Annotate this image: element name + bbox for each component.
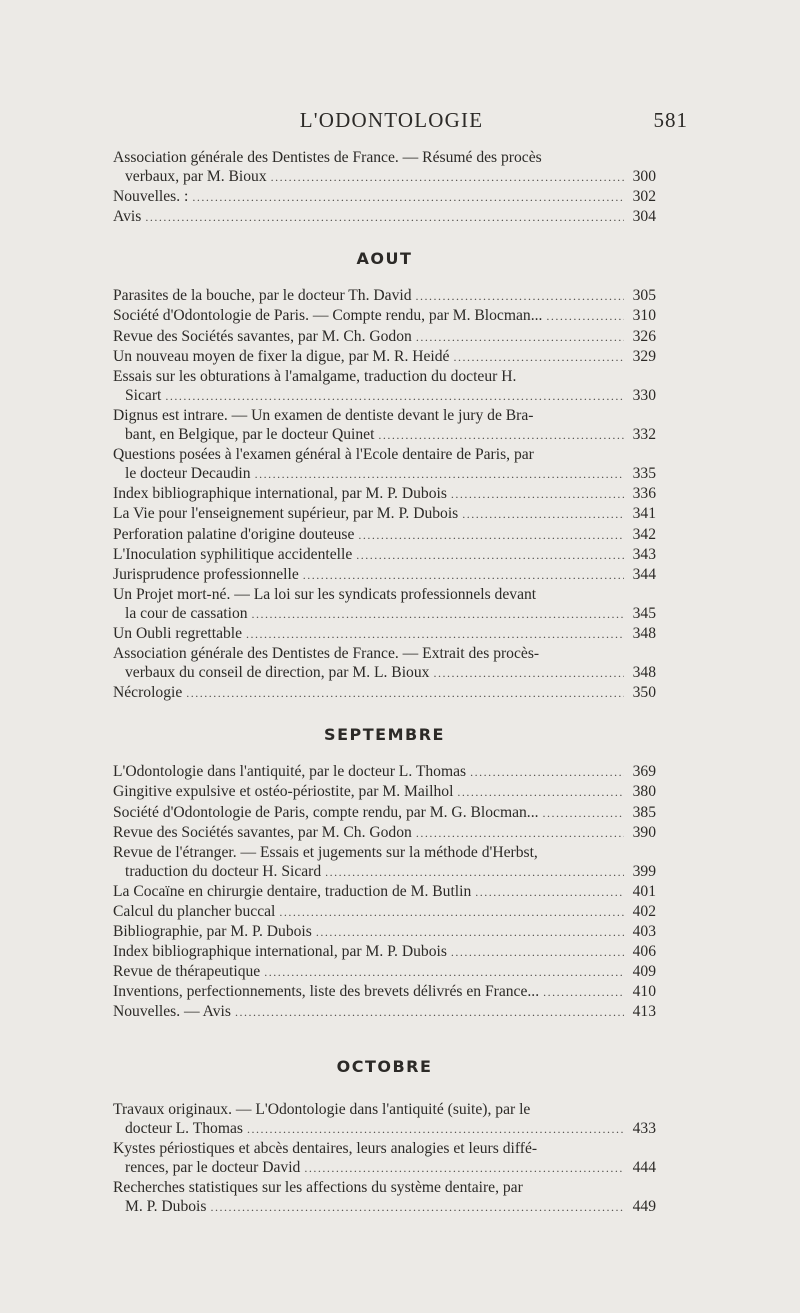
dot-leader — [451, 943, 624, 962]
dot-leader — [475, 883, 624, 902]
entry-page-number: 305 — [632, 287, 656, 305]
entry-row — [113, 604, 656, 624]
entry-row — [113, 663, 656, 683]
entry-row — [113, 386, 656, 406]
entry-row — [113, 425, 656, 445]
entry-row — [113, 922, 656, 942]
entry-row — [113, 882, 656, 902]
dot-leader — [264, 963, 624, 982]
entry-title: Inventions, perfectionnements, liste des brevets délivrés en France... — [113, 983, 540, 1001]
entry-page-number: 344 — [632, 565, 656, 583]
entry-page-number: 348 — [632, 624, 656, 642]
entry-row — [113, 306, 656, 326]
entry-page-number: 345 — [632, 604, 656, 622]
entry-title: Nouvelles. — Avis — [113, 1003, 231, 1021]
entry-page-number: 410 — [632, 983, 656, 1001]
dot-leader — [470, 763, 624, 782]
page-number: 581 — [653, 108, 688, 132]
entry-title: Revue de thérapeutique — [113, 963, 261, 981]
toc-entry — [113, 782, 656, 802]
dot-leader — [165, 387, 624, 406]
entry-title: Société d'Odontologie de Paris. — Compte rendu, par M. Blocman... — [113, 307, 543, 325]
entry-lead-text: Recherches statistiques sur les affections du système dentaire, par — [113, 1178, 523, 1196]
entry-title: traduction du docteur H. Sicard — [125, 862, 322, 880]
dot-leader — [192, 188, 624, 207]
entry-title: Sicart — [125, 386, 162, 404]
dot-leader — [186, 684, 624, 703]
entry-title: Revue des Sociétés savantes, par M. Ch. Godon — [113, 327, 412, 345]
toc-entry — [113, 286, 656, 306]
dot-leader — [325, 863, 624, 882]
entry-page-number: 300 — [632, 168, 656, 186]
entry-lead-text: Association générale des Dentistes de France. — Extrait des procès- — [113, 645, 540, 663]
toc-entry — [113, 942, 656, 962]
dot-leader — [543, 983, 624, 1002]
dot-leader — [416, 287, 625, 306]
dot-leader — [316, 923, 624, 942]
toc-entry — [113, 823, 656, 843]
toc-entry — [113, 1100, 656, 1139]
entry-row — [113, 504, 656, 524]
entry-title: Un nouveau moyen de fixer la digue, par M. R. Heidé — [113, 347, 450, 365]
toc-entry — [113, 1002, 656, 1022]
toc-entry — [113, 327, 656, 347]
entry-row — [113, 1119, 656, 1139]
entry-page-number: 302 — [632, 188, 656, 206]
dot-leader — [416, 824, 624, 843]
dot-leader — [543, 804, 625, 823]
entry-row — [113, 464, 656, 484]
entry-row — [113, 286, 656, 306]
entry-lead-text: Revue de l'étranger. — Essais et jugements sur la méthode d'Herbst, — [113, 843, 538, 861]
section-heading: OCTOBRE — [336, 1056, 433, 1076]
entry-title: La Vie pour l'enseignement supérieur, par M. P. Dubois — [113, 505, 459, 523]
dot-leader — [462, 505, 624, 524]
entry-title: Jurisprudence professionnelle — [113, 565, 299, 583]
dot-leader — [416, 328, 624, 347]
entry-page-number: 335 — [632, 465, 656, 483]
entry-row — [113, 782, 656, 802]
entry-title: Nécrologie — [113, 684, 183, 702]
entry-page-number: 402 — [632, 903, 656, 920]
toc-entry — [113, 803, 656, 823]
entry-title: Gingitive expulsive et ostéo-périostite, par M. Mailhol — [113, 783, 454, 801]
toc-entry — [113, 406, 656, 445]
dot-leader — [457, 783, 624, 802]
entry-row — [113, 803, 656, 823]
entry-title: La Cocaïne en chirurgie dentaire, traduction de M. Butlin — [113, 882, 472, 900]
entry-title: verbaux, par M. Bioux — [125, 168, 267, 186]
toc-entry — [113, 762, 656, 782]
entry-title: le docteur Decaudin — [125, 465, 251, 483]
toc-entry — [113, 484, 656, 504]
dot-leader — [246, 625, 624, 644]
entry-page-number: 304 — [632, 208, 656, 226]
entry-row — [113, 762, 656, 782]
entry-title: Parasites de la bouche, par le docteur Th. David — [113, 287, 412, 305]
entry-title: Avis — [113, 208, 142, 226]
toc-entry — [113, 504, 656, 524]
entry-page-number: 444 — [632, 1158, 656, 1176]
entry-title: Société d'Odontologie de Paris, compte rendu, par M. G. Blocman... — [113, 803, 539, 821]
entry-page-number: 433 — [632, 1119, 656, 1137]
entry-row — [113, 942, 656, 962]
dot-leader — [252, 605, 624, 624]
entry-title: M. P. Dubois — [125, 1198, 207, 1216]
entry-title: bant, en Belgique, par le docteur Quinet — [125, 426, 375, 444]
entry-title: Un Oubli regrettable — [113, 624, 243, 642]
entry-lead-text: Un Projet mort-né. — La loi sur les syndicats professionnels devant — [113, 585, 537, 603]
toc-entry — [113, 306, 656, 326]
dot-leader — [247, 1120, 624, 1139]
dot-leader — [356, 546, 624, 565]
entry-row — [113, 1197, 656, 1217]
entry-lead-text: Dignus est intrare. — Un examen de dentiste devant le jury de Bra- — [113, 406, 534, 424]
entry-title: docteur L. Thomas — [125, 1119, 243, 1137]
dot-leader — [271, 168, 624, 187]
entry-page-number: 413 — [632, 1003, 656, 1021]
running-header — [0, 108, 800, 138]
entry-page-number: 449 — [632, 1198, 656, 1216]
toc-entry — [113, 525, 656, 545]
dot-leader — [279, 903, 624, 922]
entry-row — [113, 624, 656, 644]
toc-entry — [113, 565, 656, 585]
entry-title: Calcul du plancher buccal — [113, 903, 276, 920]
toc-entry — [113, 207, 656, 227]
entry-title: Bibliographie, par M. P. Dubois — [113, 923, 312, 941]
dot-leader — [358, 526, 624, 545]
entry-row — [113, 565, 656, 585]
entry-row — [113, 1002, 656, 1022]
toc-entry — [113, 683, 656, 703]
entry-page-number: 329 — [632, 347, 656, 365]
entry-page-number: 350 — [632, 684, 656, 702]
toc-entry — [113, 982, 656, 1002]
toc-entry — [113, 902, 656, 922]
entry-page-number: 380 — [632, 783, 656, 801]
toc-entry — [113, 1178, 656, 1217]
dot-leader — [235, 1003, 624, 1022]
toc-entry — [113, 1139, 656, 1178]
entry-page-number: 399 — [632, 862, 656, 880]
toc-entry — [113, 367, 656, 406]
section-heading: SEPTEMBRE — [324, 725, 445, 745]
entry-row — [113, 962, 656, 982]
entry-title: rences, par le docteur David — [125, 1158, 301, 1176]
journal-title: L'ODONTOLOGIE — [299, 108, 484, 132]
entry-row — [113, 187, 656, 207]
table-of-contents — [113, 148, 656, 1217]
entry-title: Nouvelles. : — [113, 188, 189, 206]
toc-entry — [113, 922, 656, 942]
dot-leader — [145, 208, 624, 227]
entry-row — [113, 1158, 656, 1178]
dot-leader — [378, 426, 624, 445]
entry-page-number: 403 — [632, 923, 656, 941]
dot-leader — [453, 348, 624, 367]
dot-leader — [303, 566, 624, 585]
entry-page-number: 341 — [632, 505, 656, 523]
entry-page-number: 310 — [632, 307, 656, 325]
entry-page-number: 390 — [632, 823, 656, 841]
entry-row — [113, 862, 656, 882]
entry-title: verbaux du conseil de direction, par M. L. Bioux — [125, 664, 430, 682]
entry-page-number: 343 — [632, 545, 656, 563]
entry-row — [113, 545, 656, 565]
toc-entry — [113, 585, 656, 624]
entry-page-number: 406 — [632, 943, 656, 961]
entry-row — [113, 327, 656, 347]
entry-page-number: 385 — [632, 803, 656, 821]
toc-entry — [113, 843, 656, 882]
entry-lead-text: Association générale des Dentistes de France. — Résumé des procès — [113, 149, 542, 166]
entry-page-number: 401 — [632, 882, 656, 900]
entry-lead-text: Essais sur les obturations à l'amalgame, traduction du docteur H. — [113, 367, 517, 385]
toc-entry — [113, 882, 656, 902]
dot-leader — [546, 307, 624, 326]
dot-leader — [433, 664, 624, 683]
toc-entry — [113, 624, 656, 644]
entry-page-number: 369 — [632, 763, 656, 781]
entry-title: Perforation palatine d'origine douteuse — [113, 525, 355, 543]
section-heading: AOUT — [356, 249, 413, 269]
entry-row — [113, 525, 656, 545]
entry-row — [113, 982, 656, 1002]
toc-entry — [113, 148, 656, 187]
entry-title: L'Inoculation syphilitique accidentelle — [113, 545, 353, 563]
entry-lead-text: Kystes périostiques et abcès dentaires, leurs analogies et leurs diffé- — [113, 1139, 538, 1157]
entry-lead-text: Travaux originaux. — L'Odontologie dans l'antiquité (suite), par le — [113, 1100, 531, 1118]
entry-row — [113, 167, 656, 187]
toc-entry — [113, 187, 656, 207]
toc-entry — [113, 347, 656, 367]
entry-title: Index bibliographique international, par M. P. Dubois — [113, 943, 447, 961]
dot-leader — [210, 1198, 624, 1217]
entry-row — [113, 902, 656, 922]
entry-title: Index bibliographique international, par M. P. Dubois — [113, 485, 447, 503]
entry-row — [113, 207, 656, 227]
entry-lead-text: Questions posées à l'examen général à l'Ecole dentaire de Paris, par — [113, 446, 534, 464]
entry-page-number: 326 — [632, 327, 656, 345]
entry-row — [113, 823, 656, 843]
dot-leader — [451, 485, 624, 504]
entry-page-number: 409 — [632, 963, 656, 981]
toc-entry — [113, 962, 656, 982]
entry-row — [113, 347, 656, 367]
entry-page-number: 332 — [632, 426, 656, 444]
entry-page-number: 330 — [632, 386, 656, 404]
entry-row — [113, 683, 656, 703]
entry-page-number: 342 — [632, 525, 656, 543]
toc-entry — [113, 445, 656, 484]
entry-title: L'Odontologie dans l'antiquité, par le docteur L. Thomas — [113, 763, 467, 781]
toc-entry — [113, 644, 656, 683]
entry-title: la cour de cassation — [125, 604, 248, 622]
toc-entry — [113, 545, 656, 565]
entry-page-number: 336 — [632, 485, 656, 503]
dot-leader — [304, 1159, 624, 1178]
dot-leader — [255, 465, 624, 484]
entry-title: Revue des Sociétés savantes, par M. Ch. Godon — [113, 823, 412, 841]
entry-row — [113, 484, 656, 504]
entry-page-number: 348 — [632, 664, 656, 682]
